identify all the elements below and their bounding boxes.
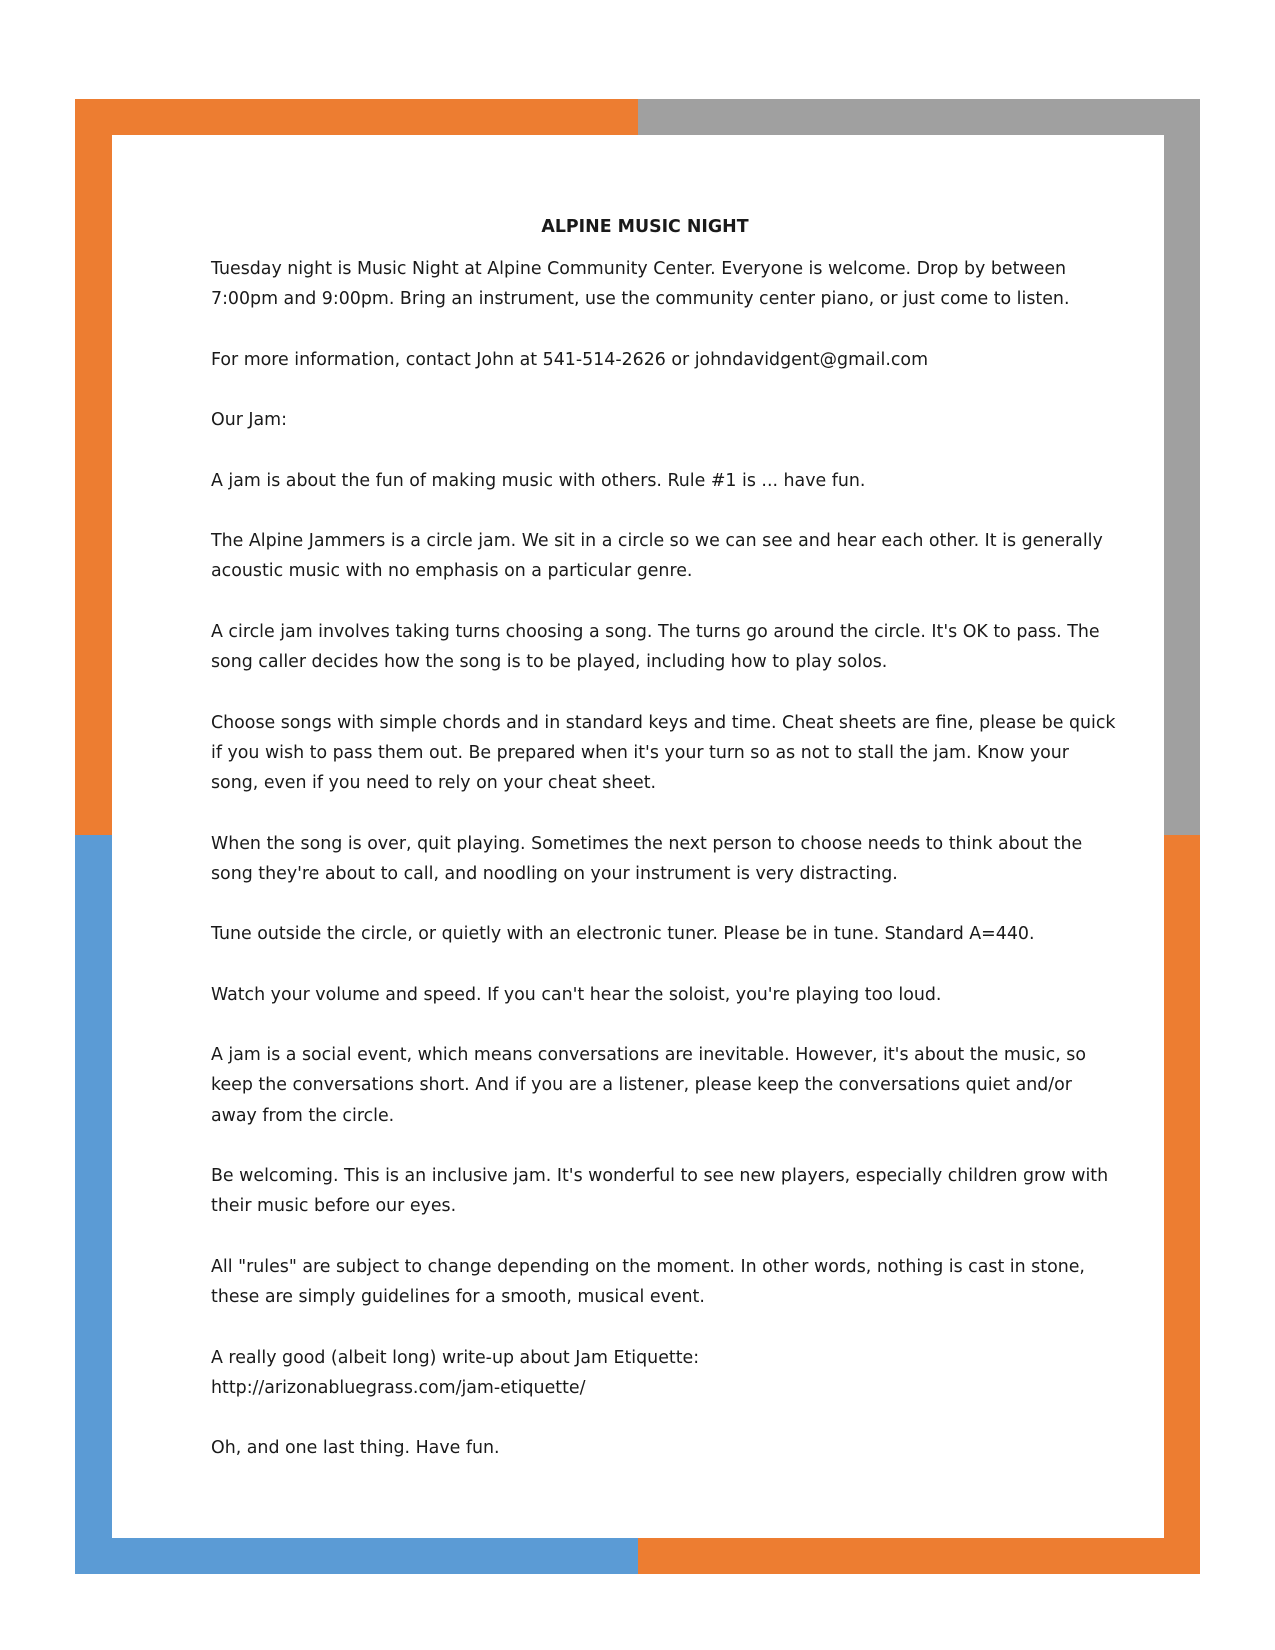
paragraph xyxy=(211,1040,1091,1131)
paragraph-line: Watch your volume and speed. If you can't hear the soloist, you're playing too loud. xyxy=(211,984,942,1005)
paragraph xyxy=(211,1433,1091,1463)
paragraph-line: Tuesday night is Music Night at Alpine Community Center. Everyone is welcome. Drop by between xyxy=(211,259,1067,279)
paragraph-line: away from the circle. xyxy=(211,1105,395,1126)
paragraph-line: http://arizonabluegrass.com/jam-etiquette/ xyxy=(211,1377,586,1398)
document-title: ALPINE MUSIC NIGHT xyxy=(541,217,749,237)
paragraph xyxy=(211,254,1091,314)
paragraph xyxy=(211,1161,1109,1221)
paragraph-line: A jam is about the fun of making music with others. Rule #1 is ... have fun. xyxy=(211,470,866,491)
paragraph xyxy=(211,829,1091,889)
paragraph xyxy=(211,1252,1091,1312)
paragraph-line: song, even if you need to rely on your cheat sheet. xyxy=(211,773,657,794)
paragraph-line: For more information, contact John at 541-514-2626 or johndavidgent@gmail.com xyxy=(211,349,929,370)
paragraph-line: song caller decides how the song is to be played, including how to play solos. xyxy=(211,652,888,673)
paragraph-line: keep the conversations short. And if you are a listener, please keep the conversations quiet and/or xyxy=(211,1075,1072,1096)
paragraph-line: The Alpine Jammers is a circle jam. We sit in a circle so we can see and hear each other. It is generally xyxy=(211,531,1103,552)
paragraph xyxy=(211,1343,1091,1403)
paragraph-line: Our Jam: xyxy=(211,410,287,431)
paragraph-line: their music before our eyes. xyxy=(211,1196,457,1217)
paragraph xyxy=(211,708,1116,799)
paragraph-line: All "rules" are subject to change depending on the moment. In other words, nothing is cast in stone, xyxy=(211,1256,1085,1277)
paragraph xyxy=(211,526,1103,586)
paragraph-line: A really good (albeit long) write-up about Jam Etiquette: xyxy=(211,1347,700,1368)
paragraph xyxy=(211,617,1100,677)
paragraph-line: Oh, and one last thing. Have fun. xyxy=(211,1438,500,1459)
paragraph-line: A circle jam involves taking turns choosing a song. The turns go around the circle. It's OK to pass. The xyxy=(211,621,1100,642)
document-body xyxy=(211,216,1116,1494)
paragraph-line: song they're about to call, and noodling on your instrument is very distracting. xyxy=(211,863,898,884)
paragraph xyxy=(211,466,1091,496)
paragraph-line: these are simply guidelines for a smooth, musical event. xyxy=(211,1287,705,1308)
paragraph xyxy=(211,980,1091,1010)
paragraph-line: 7:00pm and 9:00pm. Bring an instrument, use the community center piano, or just come to listen. xyxy=(211,289,1070,310)
paragraph-line: acoustic music with no emphasis on a particular genre. xyxy=(211,561,693,582)
paragraph-list xyxy=(211,254,1116,1463)
paragraph xyxy=(211,919,1091,949)
paragraph-line: Tune outside the circle, or quietly with an electronic tuner. Please be in tune. Standard A=440. xyxy=(211,924,1035,945)
paragraph-line: Be welcoming. This is an inclusive jam. It's wonderful to see new players, especially children grow with xyxy=(211,1166,1109,1187)
paragraph xyxy=(211,405,1091,435)
paragraph-line: A jam is a social event, which means conversations are inevitable. However, it's about the music, so xyxy=(211,1045,1086,1066)
paragraph-line: Choose songs with simple chords and in standard keys and time. Cheat sheets are fine, please be quick xyxy=(211,712,1116,733)
paragraph-line: if you wish to pass them out. Be prepared when it's your turn so as not to stall the jam. Know your xyxy=(211,742,1069,763)
paragraph-line: When the song is over, quit playing. Sometimes the next person to choose needs to think about the xyxy=(211,833,1083,854)
paragraph xyxy=(211,345,1091,375)
